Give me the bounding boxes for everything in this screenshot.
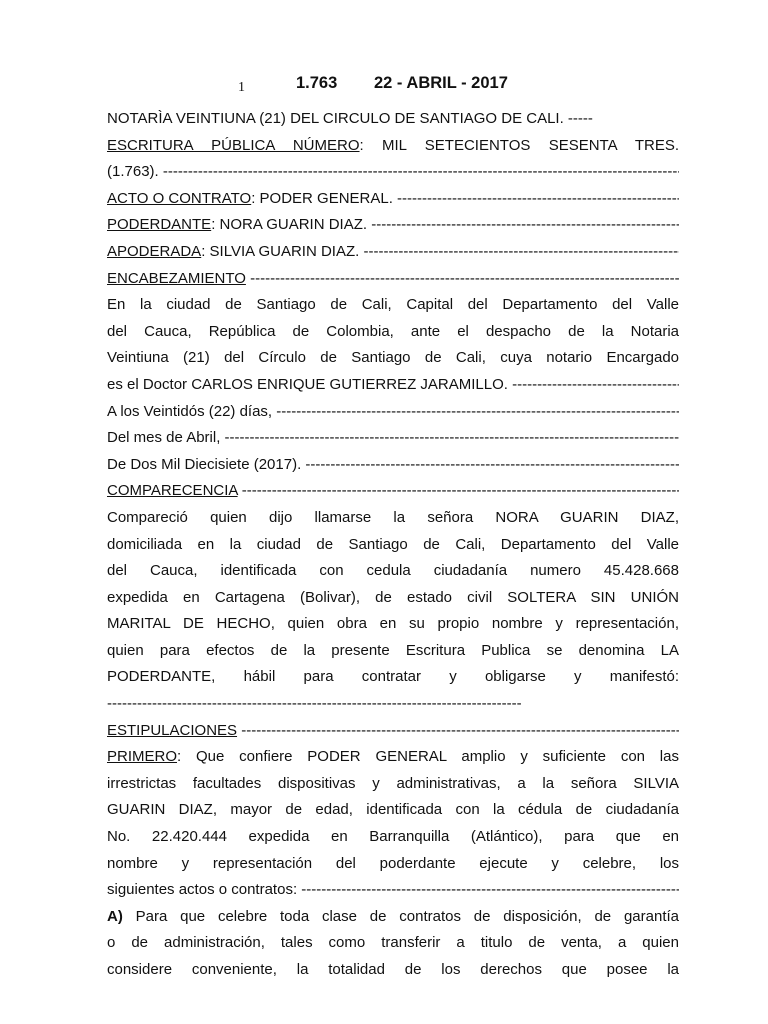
line-text: : MIL SETECIENTOS SESENTA TRES.	[359, 136, 679, 154]
line-text: PODERDANTE, hábil para contratar y obligarse y manifestó:	[107, 668, 679, 686]
body-line	[107, 851, 679, 878]
page-number: 1	[238, 80, 245, 95]
body-line	[107, 372, 679, 399]
line-text: Compareció quien dijo llamarse la señora NORA GUARIN DIAZ,	[107, 508, 679, 526]
line-text: del Cauca, identificada con cedula ciudadanía numero 45.428.668	[107, 562, 679, 580]
body-line	[107, 904, 679, 931]
field-label: APODERADA	[107, 242, 202, 260]
line-text: A los Veintidós (22) días,	[107, 402, 273, 420]
line-text: NOTARÌA VEINTIUNA (21) DEL CIRCULO DE SANTIAGO DE CALI. -----	[107, 110, 593, 127]
section-heading: COMPARECENCIA	[107, 482, 238, 500]
line-text: quien para efectos de la presente Escritura Publica se denomina LA	[107, 641, 679, 659]
line-text: expedida en Cartagena (Bolivar), de estado civil SOLTERA SIN UNIÓN	[107, 588, 679, 606]
section-heading: ENCABEZAMIENTO	[107, 269, 246, 287]
body-line	[107, 797, 679, 824]
body-line	[107, 611, 679, 638]
body-line	[107, 478, 679, 505]
body-line	[107, 239, 679, 266]
line-text: Del mes de Abril,	[107, 429, 221, 447]
body-line	[107, 292, 679, 319]
line-text: del Cauca, República de Colombia, ante el despacho de la Notaria	[107, 322, 679, 340]
body-line	[107, 718, 679, 745]
body-line	[107, 319, 679, 346]
line-text: Veintiuna (21) del Círculo de Santiago de Cali, cuya notario Encargado	[107, 349, 679, 367]
line-text: domiciliada en la ciudad de Santiago de Cali, Departamento del Valle	[107, 535, 679, 553]
field-label: ESCRITURA PÚBLICA NÚMERO	[107, 136, 360, 154]
body-line	[107, 930, 679, 957]
body-line	[107, 877, 679, 904]
body-line	[107, 691, 679, 718]
escritura-date: 22 - ABRIL - 2017	[374, 74, 508, 92]
body-line	[107, 452, 679, 479]
body-line	[107, 664, 679, 691]
body-line	[107, 824, 679, 851]
body-line	[107, 106, 679, 133]
document-header	[0, 74, 768, 100]
body-line	[107, 638, 679, 665]
body-line	[107, 133, 679, 160]
line-text: siguientes actos o contratos:	[107, 881, 298, 899]
line-text: nombre y representación del poderdante ejecute y celebre, los	[107, 854, 679, 872]
line-text: -----------------------------------------------------------------------------------	[107, 695, 522, 713]
line-text: GUARIN DIAZ, mayor de edad, identificada con la cédula de ciudadanía	[107, 801, 679, 819]
body-line	[107, 425, 679, 452]
line-text: Para que celebre toda clase de contratos de disposición, de garantía	[122, 907, 679, 925]
body-line	[107, 159, 679, 186]
line-text: MARITAL DE HECHO, quien obra en su propio nombre y representación,	[107, 615, 679, 633]
line-text: : PODER GENERAL.	[251, 189, 393, 207]
line-text: : SILVIA GUARIN DIAZ.	[201, 242, 360, 260]
line-text: : NORA GUARIN DIAZ.	[211, 216, 368, 234]
body-line	[107, 186, 679, 213]
body-line	[107, 266, 679, 293]
line-text: : Que confiere PODER GENERAL amplio y suficiente con las	[177, 748, 679, 766]
field-label: PRIMERO	[107, 748, 178, 766]
body-line	[107, 558, 679, 585]
document-body	[107, 106, 679, 984]
body-line	[107, 399, 679, 426]
body-line	[107, 345, 679, 372]
body-line	[107, 532, 679, 559]
line-text: No. 22.420.444 expedida en Barranquilla (Atlántico), para que en	[107, 828, 679, 846]
body-line	[107, 505, 679, 532]
body-line	[107, 585, 679, 612]
line-text: En la ciudad de Santiago de Cali, Capital del Departamento del Valle	[107, 296, 679, 314]
body-line	[107, 744, 679, 771]
field-label: PODERDANTE	[107, 216, 212, 234]
line-text: es el Doctor CARLOS ENRIQUE GUTIERREZ JARAMILLO.	[107, 375, 508, 393]
body-line	[107, 212, 679, 239]
escritura-number: 1.763	[296, 74, 338, 92]
line-text: o de administración, tales como transferir a titulo de venta, a quien	[107, 934, 679, 952]
item-letter: A)	[107, 907, 123, 925]
field-label: ACTO O CONTRATO	[107, 189, 252, 207]
line-text: considere conveniente, la totalidad de los derechos que posee la	[107, 961, 679, 978]
line-text: irrestrictas facultades dispositivas y administrativas, a la señora SILVIA	[107, 774, 679, 792]
body-line	[107, 957, 679, 984]
line-text: (1.763).	[107, 163, 159, 181]
section-heading: ESTIPULACIONES	[107, 721, 238, 739]
line-text: De Dos Mil Diecisiete (2017).	[107, 455, 302, 473]
body-line	[107, 771, 679, 798]
